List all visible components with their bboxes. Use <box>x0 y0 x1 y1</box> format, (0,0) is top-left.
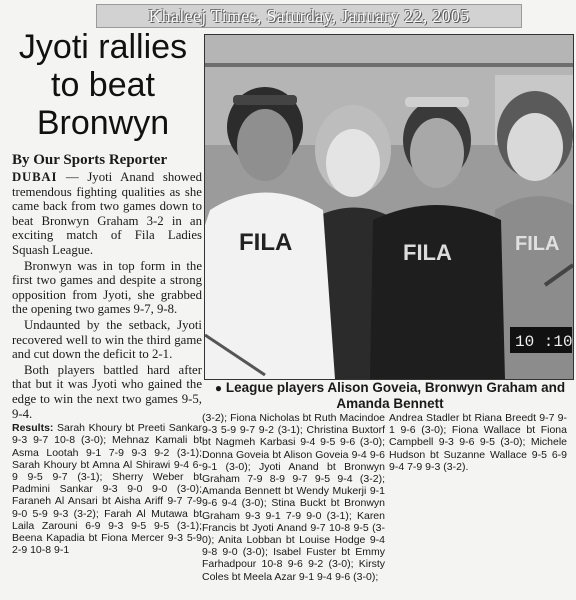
article-paragraph: Bronwyn was in top form in the first two games and despite a strong opposition from Jyoti, she grabbed the opening two games 9-7, 9-8. <box>12 258 202 317</box>
article-column-1 <box>12 170 202 556</box>
newspaper-masthead: Khaleej Times, Saturday, January 22, 2005 <box>96 4 522 28</box>
article-paragraph: Both players battled hard after that but it was Jyoti who gained the edge to win the next two games 9-5, 9-4. <box>12 362 202 421</box>
article-paragraph <box>12 170 202 258</box>
results-label: Results: <box>12 422 54 435</box>
headline: Jyoti rallies to beat Bronwyn <box>18 28 188 142</box>
paragraph-text: — Jyoti Anand showed tremendous fighting qualities as she came back from two games down to beat Bronwyn Graham 3-2 in an exciting match of Fila Ladies Squash League. <box>12 170 202 257</box>
article-paragraph: Undaunted by the setback, Jyoti recovered well to win the third game and cut down the deficit to 2-1. <box>12 317 202 362</box>
fila-logo-1: FILA <box>239 229 293 256</box>
photo-caption <box>206 380 574 412</box>
clock-display: 10 :10 <box>515 333 573 351</box>
fila-logo-3: FILA <box>515 233 560 255</box>
results-text: Sarah Khoury bt Preeti Sankar 9-3 9-7 10-8 (3-0); Mehnaz Kamali bt Asma Lootah 9-1 7-9 9-3 9-2 (3-1); Sarah Khoury bt Amna Al Shirawi 9-4 6-9 9-5 9-7 (3-1); Sherry Weber bt Padmini Sankar 9-3 9-0 9-0 (3-0); Faraneh Al Ansari bt Aisha Ariff 9-7 7-9 9-0 5-9 9-3 (3-2); Farah Al Mutawa bt Laila Zarouni 6-9 9-3 9-5 9-5 (3-1); Beena Kapadia bt Fiona Mercer 9-3 5-9 2-9 10-8 9-1 <box>12 422 202 557</box>
results-column-3: Andrea Stadler bt Riana Breedt 9-7 9-1 9-6 (3-0); Fiona Wallace bt Fiona Campbell 9-3 9-6 9-5 (3-0); Michele Hudson bt Suzanne Wallace 9-5 6-9 9-4 7-9 9-3 (3-2). <box>389 412 567 473</box>
dateline: DUBAI <box>12 170 58 184</box>
fila-logo-2: FILA <box>403 240 452 265</box>
results-column-2: (3-2); Fiona Nicholas bt Ruth Macindoe 9-3 5-9 9-7 9-2 (3-1); Christina Buxtorf bt Nagmeh Karbasi 9-4 9-5 9-6 (3-0); Donna Goveia bt Alison Goveia 9-4 9-6 9-1 (3-0); Jyoti Anand bt Bronwyn Graham 7-9 8-9 9-7 9-5 9-4 (3-2); Amanda Bennett bt Wendy Mukerji 9-1 9-6 9-4 (3-0); Stina Buckt bt Bronwyn Graham 9-3 9-1 7-9 9-0 (3-1); Karen Francis bt Jyoti Anand 9-7 10-8 9-5 (3-0); Anita Lobban bt Louise Hodge 9-4 9-8 9-0 (3-0); Isabel Fuster bt Emmy Farhadpour 10-8 9-6 9-2 (3-0); Kirsty Coles bt Meela Azar 9-1 9-4 9-6 (3-0); <box>202 412 385 583</box>
photo-illustration <box>205 35 573 379</box>
results-block <box>12 422 202 556</box>
news-photo <box>204 34 574 380</box>
byline: By Our Sports Reporter <box>12 152 168 168</box>
bullet-icon: ● <box>214 381 223 395</box>
caption-text: League players Alison Goveia, Bronwyn Graham and Amanda Bennett <box>225 380 566 411</box>
